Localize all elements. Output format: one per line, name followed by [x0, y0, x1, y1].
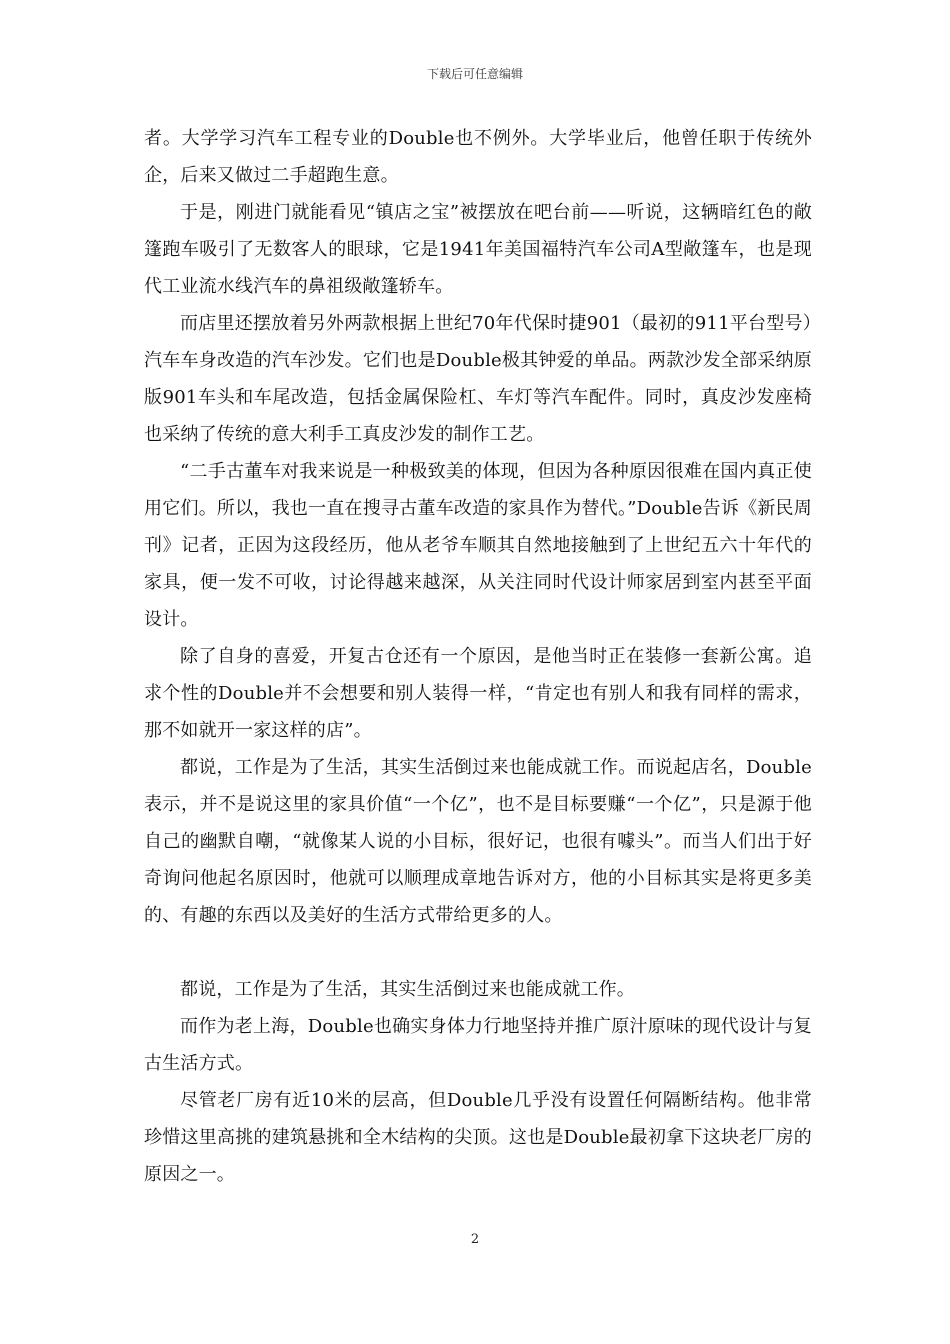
paragraph: 尽管老厂房有近10米的层高，但Double几乎没有设置任何隔断结构。他非常珍惜这里高挑的建筑悬挑和全木结构的尖顶。这也是Double最初拿下这块老厂房的原因之一。	[144, 1090, 812, 1185]
paragraph-gap	[144, 934, 812, 971]
page-number: 2	[470, 1232, 480, 1247]
document-body	[144, 120, 812, 1193]
paragraph: “二手古董车对我来说是一种极致美的体现，但因为各种原因很难在国内真正使用它们。所以，我也一直在搜寻古董车改造的家具作为替代。”Double告诉《新民周刊》记者，正因为这段经历，他从老爷车顺其自然地接触到了上世纪五六十年代的家具，便一发不可收，讨论得越来越深，从关注同时代设计师家居到室内甚至平面设计。	[144, 461, 812, 630]
paragraph: 而作为老上海，Double也确实身体力行地坚持并推广原汁原味的现代设计与复古生活方式。	[144, 1016, 812, 1074]
paragraph: 除了自身的喜爱，开复古仓还有一个原因，是他当时正在装修一套新公寓。追求个性的Double并不会想要和别人装得一样，“肯定也有别人和我有同样的需求，那不如就开一家这样的店”。	[144, 646, 812, 741]
paragraph: 于是，刚进门就能看见“镇店之宝”被摆放在吧台前——听说，这辆暗红色的敞篷跑车吸引了无数客人的眼球，它是1941年美国福特汽车公司A型敞篷车，也是现代工业流水线汽车的鼻祖级敞篷轿车。	[144, 202, 812, 297]
paragraph: 都说，工作是为了生活，其实生活倒过来也能成就工作。	[180, 979, 635, 1000]
paragraph: 都说，工作是为了生活，其实生活倒过来也能成就工作。而说起店名，Double表示，并不是说这里的家具价值“一个亿”，也不是目标要赚“一个亿”，只是源于他自己的幽默自嘲，“就像某人说的小目标，很好记，也很有噱头”。而当人们出于好奇询问他起名原因时，他就可以顺理成章地告诉对方，他的小目标其实是将更多美的、有趣的东西以及美好的生活方式带给更多的人。	[144, 757, 812, 926]
page-header-note: 下载后可任意编辑	[426, 67, 523, 81]
paragraph: 者。大学学习汽车工程专业的Double也不例外。大学毕业后，他曾任职于传统外企，后来又做过二手超跑生意。	[144, 128, 812, 186]
paragraph: 而店里还摆放着另外两款根据上世纪70年代保时捷901（最初的911平台型号）汽车车身改造的汽车沙发。它们也是Double极其钟爱的单品。两款沙发全部采纳原版901车头和车尾改造，包括金属保险杠、车灯等汽车配件。同时，真皮沙发座椅也采纳了传统的意大利手工真皮沙发的制作工艺。	[144, 313, 812, 445]
